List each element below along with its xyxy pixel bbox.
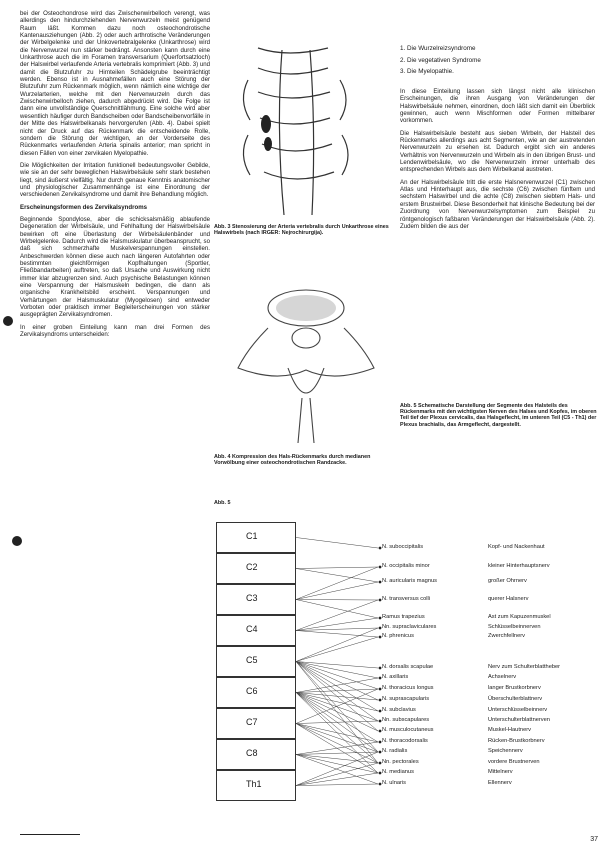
segment-label: C5 bbox=[246, 655, 258, 665]
nerve-connection-line bbox=[296, 784, 378, 786]
segment-label: C8 bbox=[246, 748, 258, 758]
list-item: 3. Die Myelopathie. bbox=[400, 68, 454, 75]
nerve-name: N. thoracicus longus bbox=[382, 685, 434, 691]
nerve-dot bbox=[379, 566, 382, 569]
nerve-connection-line bbox=[296, 773, 378, 786]
nerve-connection-line bbox=[296, 567, 378, 600]
nerve-dot bbox=[379, 730, 382, 733]
nerve-name: N. medianus bbox=[382, 769, 414, 775]
segment-label: C2 bbox=[246, 562, 258, 572]
nerve-name: N. thoracodorsalis bbox=[382, 738, 428, 744]
nerve-translation: Muskel-Hautnerv bbox=[488, 727, 531, 733]
nerve-name: N. dorsalis scapulae bbox=[382, 664, 434, 670]
nerve-connection-line bbox=[296, 582, 378, 600]
nerve-translation: Rücken-Brustkorbnerv bbox=[488, 738, 545, 744]
paragraph: An der Halswirbelsäule tritt die erste Halsnervenwurzel (C1) zwischen Atlas und Hinterhaupt aus, die sechste (C6) zwischen fünftem und sechstem Halswirbel und die achte (C8) zwischen siebtem Hals- und erstem Brustwirbel. Diese Besonderheit hat klinische Bedeutung bei der Zuordnung von Nervenwurzelsymptomen zum Beispiel zu röntgenologisch faßbaren Veränderungen der Halswirbelsäule (Abb. 2). Zudem bilden die aus der bbox=[400, 178, 595, 230]
nerve-dot bbox=[379, 677, 382, 680]
paragraph: In einer groben Einteilung kann man drei Formen des Zervikalsyndroms unterscheiden: bbox=[20, 323, 210, 339]
nerve-translation: querer Halsnerv bbox=[488, 596, 529, 602]
nerve-name: N. transversus colli bbox=[382, 596, 431, 602]
nerve-connection-line bbox=[296, 693, 378, 732]
nerve-dot bbox=[379, 617, 382, 620]
nerve-connection-line bbox=[296, 693, 378, 712]
nerve-name: N. suboccipitalis bbox=[382, 544, 424, 550]
nerve-dot bbox=[379, 627, 382, 630]
nerve-name: Nn. supraclaviculares bbox=[382, 624, 437, 630]
nerve-dot bbox=[379, 741, 382, 744]
nerve-translation: vordere Brustnerven bbox=[488, 759, 540, 765]
nerve-translation: Kopf- und Nackenhaut bbox=[488, 544, 545, 550]
nerve-translation: Speichennerv bbox=[488, 748, 523, 754]
nerve-translation: Unterschlüsselbeinnerv bbox=[488, 707, 548, 713]
nerve-dot bbox=[379, 636, 382, 639]
segment-label: C6 bbox=[246, 686, 258, 696]
section-heading: Erscheinungsformen des Zervikalsyndroms bbox=[20, 203, 147, 211]
nerve-connection-line bbox=[296, 600, 378, 601]
nerve-name: N. occipitalis minor bbox=[382, 563, 430, 569]
nerve-dot bbox=[379, 581, 382, 584]
segment-label: C4 bbox=[246, 624, 258, 634]
nerve-dot bbox=[379, 720, 382, 723]
nerve-connection-line bbox=[296, 538, 378, 549]
nerve-name: N. phrenicus bbox=[382, 633, 414, 639]
nerve-name: N. suprascapularis bbox=[382, 696, 430, 702]
nerve-name: N. subclavius bbox=[382, 707, 416, 713]
nerve-dot bbox=[379, 599, 382, 602]
nerve-name: N. ulnaris bbox=[382, 780, 407, 786]
nerve-dot bbox=[379, 772, 382, 775]
figure-caption-abb5: Abb. 5 Schematische Darstellung der Segmente des Halsteils des Rückenmarks mit den wichtigsten Nerven des Halses und Kopfes, im oberen Teil tief der Plexus cervicalis, das Halsgeflecht, im unteren Teil (C5 - Th1) der Plexus brachialis, das Armgeflecht, dargestellt. bbox=[400, 403, 597, 428]
segment-label: C1 bbox=[246, 531, 258, 541]
footer-rule bbox=[20, 834, 80, 836]
nerve-connection-line bbox=[296, 662, 378, 732]
nerve-name: N. axillaris bbox=[382, 674, 409, 680]
nerve-dot bbox=[379, 688, 382, 691]
page-number: 37 bbox=[590, 836, 598, 843]
paragraph: Die Möglichkeiten der Irritation funktionell bedeutungsvoller Gebilde, wie sie an der sehr beweglichen Halswirbelsäule sehr stark bestehen liegt, sind äußerst vielfältig. Nur durch genaue Kenntnis anatomischer und physiologischer Zusammenhänge ist eine Einordnung der verschiedenen Zervikalsyndrome und damit ihre Behandlung möglich. bbox=[20, 161, 210, 199]
list-item: 1. Die Wurzelreizsyndrome bbox=[400, 45, 476, 52]
nerve-connection-line bbox=[296, 763, 378, 786]
nerve-translation: Ast zum Kapuzenmuskel bbox=[488, 614, 551, 620]
segment-label: C7 bbox=[246, 717, 258, 727]
nerve-name: Nn. subscapulares bbox=[382, 717, 430, 723]
nerve-dot bbox=[379, 547, 382, 550]
nerve-dot bbox=[379, 762, 382, 765]
nerve-translation: Zwerchfellnerv bbox=[488, 633, 525, 639]
nerve-translation: Ellennerv bbox=[488, 780, 512, 786]
nerve-translation: kleiner Hinterhauptsnerv bbox=[488, 563, 550, 569]
nerve-dot bbox=[379, 667, 382, 670]
segment-label: Th1 bbox=[246, 779, 262, 789]
paragraph: bei der Osteochondrose wird das Zwischenwirbelloch verengt, was allerdings den hindurchziehenden Nervenwurzeln meist genügend Raum läßt. Kommen dazu noch osteochondrotische Kantenausziehungen (Abb. 2) oder auch arthrotische Veränderungen der Wirbelgelenke und der Unkovertebralgelenke (Unkarthrose) wird die Nervenwurzel nun stärker bedrängt. Ansonsten kann durch eine Unkarthrose auch die im Foramen transversarium (Querfortsatzloch) der Halswirbel verlaufende Arteria vertebralis komprimiert (Abb. 3) und damit die Blutzufuhr zu Hirnteilen Schädelgrube beeinträchtigt werden. Ebenso ist in Ausnahmefällen auch eine Störung der Blutzufuhr zum Rückenmark möglich, wenn nämlich eine wichtige der Wurzelarterien, welche mit den Nervenwurzeln durch das Zwischenwirbelloch ziehen, dadurch abgedrückt wird. Die Folge ist dann eine unvollständige Querschnittlähmung. Eine solche wird aber wesentlich häufiger durch Bandscheiben oder Bandscheibenvorfälle in der Mitte des Halswirbelkanals hervorgerufen (Abb. 4). Dabei spielt nicht der Druck auf das Rückenmark die entscheidende Rolle, sondern die Störung der wichtigen, an der Vorderseite des Rückenmarks verlaufenden Arteria spinalis anterior; man spricht in diesen Fällen von einer zervikalen Myelopathie. bbox=[20, 10, 211, 157]
nerve-connection-line bbox=[296, 637, 378, 662]
paragraph: Die Halswirbelsäule besteht aus sieben Wirbeln, der Halsteil des Rückenmarks allerdings aus acht Segmenten, wie an der austretenden Nervenwurzeln zu ersehen ist. Dadurch ergibt sich ein anderes Verhältnis von Nervenwurzeln und Wirbeln als in den übrigen Brust- und Lendenwirbelsäule, wo die Nervenwurzeln immer unterhalb des entsprechenden Wirbels aus dem Wirbelkanal austreten. bbox=[400, 129, 595, 174]
nerve-dot bbox=[379, 710, 382, 713]
nerve-connection-line bbox=[296, 689, 378, 693]
nerve-dot bbox=[379, 751, 382, 754]
nerve-translation: Überschulterblattnerv bbox=[488, 696, 543, 702]
nerve-connection-line bbox=[296, 567, 378, 569]
nerve-translation: Achselnerv bbox=[488, 674, 517, 680]
paragraph: Beginnende Spondylose, aber die schicksalsmäßig ablaufende Degeneration der Wirbelsäule, und Fehlhaltung der Halswirbelsäule bewirken oft eine Überlastung der Wirbelsäulenbänder und Wirbelgelenke. Dadurch wird die Halsmuskulatur überbeansprucht, so daß sich schmerzhafte Muskelverspannungen einstellen. Anbeschwerden können diese auch nach längeren Autofahrten oder bestimmten gleichförmigen Kopfhaltungen (Sportler, Fließbandarbeiten) auftreten, so daß Ursache und Auswirkung nicht immer klar abzugrenzen sind. Auch psychische Belastungen können eine Verspannung der Halsmuskeln bedingen, die dann als organische Krankheitsbild erscheint. Verspannungen und Verhärtungen der Halsmuskulatur (Myogelosen) sind entweder Vorboten oder praktisch immer Begleiterscheinungen von stärker ausgeprägten Zervikalsyndromen. bbox=[20, 215, 210, 319]
nerve-connection-line bbox=[296, 628, 378, 662]
nerve-name: Ramus trapezius bbox=[382, 614, 425, 620]
nerve-connection-line bbox=[296, 662, 378, 712]
figure-caption-abb4: Abb. 4 Kompression des Hals-Rückenmarks durch medianen Vorwölbung einer osteochondrotischen Randzacke. bbox=[214, 454, 371, 467]
nerve-translation: großer Ohrnerv bbox=[488, 578, 527, 584]
nerve-translation: Nerv zum Schulterblattheber bbox=[488, 664, 561, 670]
nerve-translation: Unterschulterblattnerven bbox=[488, 717, 550, 723]
figure-label-abb5: Abb. 5 bbox=[214, 500, 231, 506]
nerve-translation: Schlüsselbeinnerven bbox=[488, 624, 541, 630]
nerve-connection-line bbox=[296, 693, 378, 743]
figure-caption-abb3: Abb. 3 Stenosierung der Arteria vertebralis durch Unkarthrose eines Halswirbels (nach IRGER: Nejrochirurgija). bbox=[214, 224, 389, 237]
segment-label: C3 bbox=[246, 593, 258, 603]
nerve-name: N. musculocutaneus bbox=[382, 727, 434, 733]
nerve-dot bbox=[379, 699, 382, 702]
nerve-connection-line bbox=[296, 693, 378, 774]
nerve-connection-line bbox=[296, 631, 378, 638]
paragraph: In diese Einteilung lassen sich längst nicht alle klinischen Erscheinungen, die ihren Ausgang von Veränderungen der Halswirbelsäule nehmen, einordnen, doch läßt sich damit ein Überblick gewinnen, auch wenn Mischformen oder Formen mittelbarer vorkommen. bbox=[400, 88, 595, 125]
nerve-connection-line bbox=[296, 724, 378, 774]
nerve-connection-line bbox=[296, 662, 378, 679]
nerve-translation: Mittelnerv bbox=[488, 769, 513, 775]
nerve-dot bbox=[379, 783, 382, 786]
nerve-name: N. auricularis magnus bbox=[382, 578, 438, 584]
nerve-translation: langer Brustkorbnerv bbox=[488, 685, 541, 691]
nerve-name: N. radialis bbox=[382, 748, 408, 754]
nerve-connection-line bbox=[296, 569, 378, 583]
list-item: 2. Die vegetativen Syndrome bbox=[400, 56, 481, 64]
nerve-name: Nn. pectorales bbox=[382, 759, 419, 765]
nerve-connection-line bbox=[296, 678, 378, 693]
